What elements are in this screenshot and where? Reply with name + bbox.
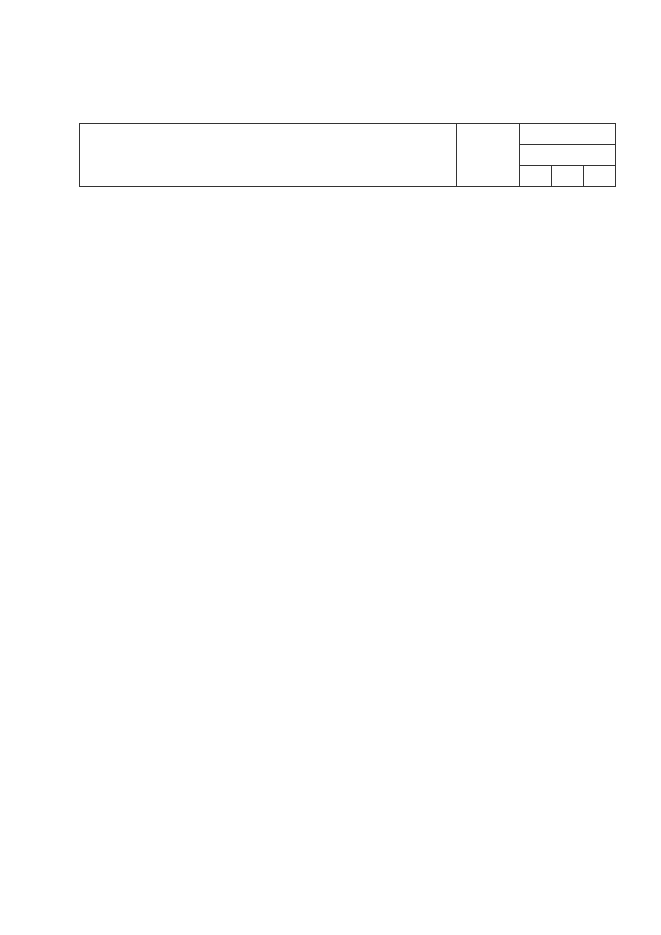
trial-number-2	[552, 166, 584, 187]
column-header-value	[520, 124, 616, 145]
trial-number-3	[584, 166, 616, 187]
column-header-name	[80, 124, 457, 187]
trial-number-1	[520, 166, 552, 187]
data-table	[79, 123, 616, 187]
column-header-trial	[520, 145, 616, 166]
column-header-symbol	[457, 124, 520, 187]
